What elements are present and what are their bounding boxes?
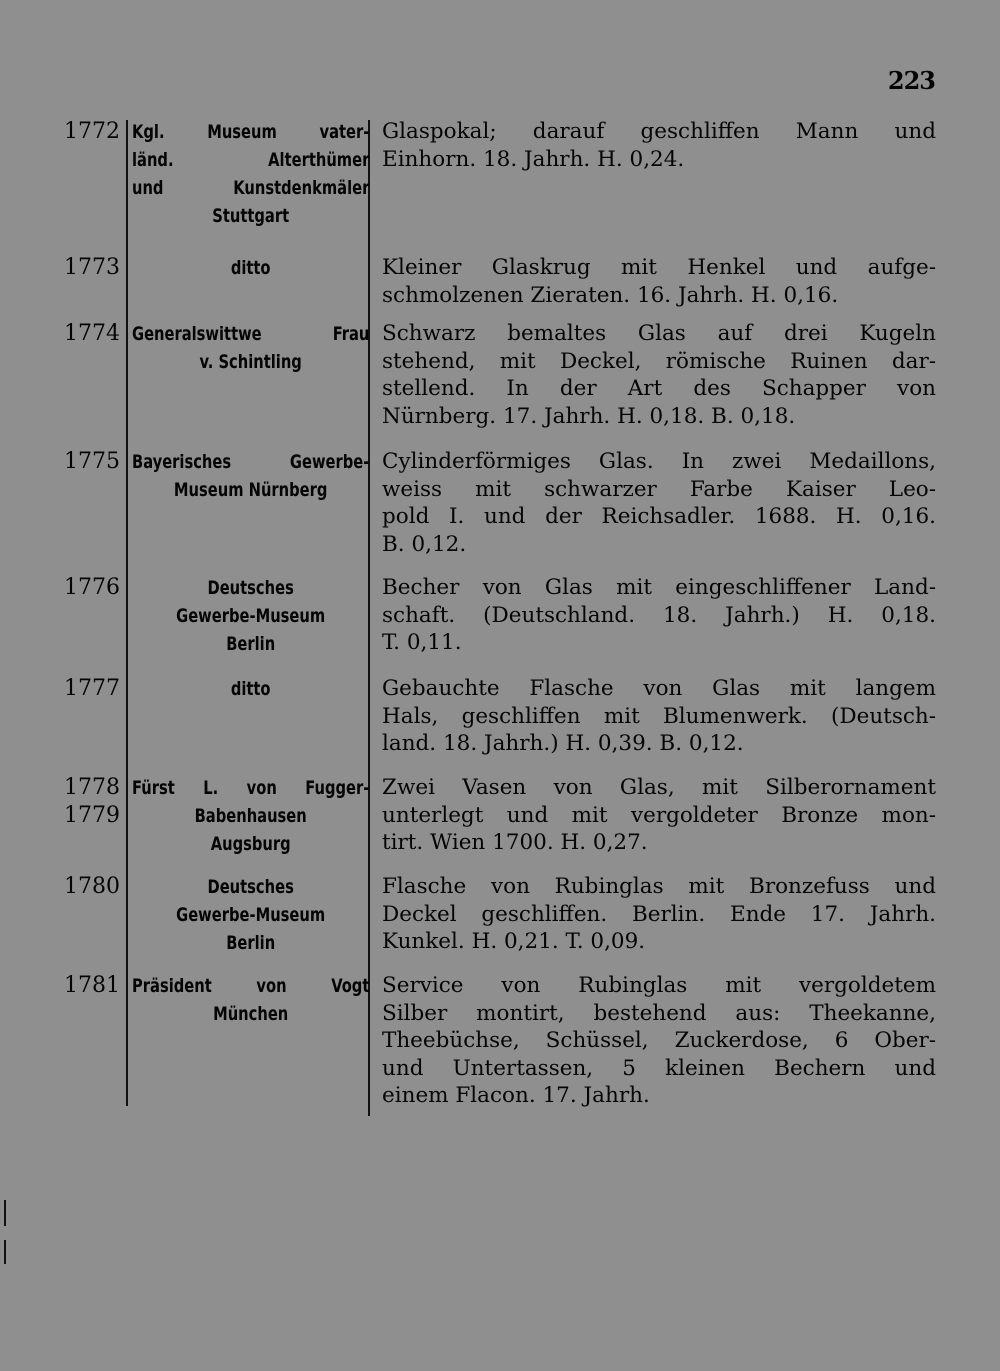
description-line: Becher von Glas mit eingeschliffener Land- bbox=[382, 575, 936, 600]
description-line: land. 18. Jahrh.) H. 0,39. B. 0,12. bbox=[382, 731, 744, 756]
description-line: Zwei Vasen von Glas, mit Silberornament bbox=[382, 775, 936, 800]
description-line: Silber montirt, bestehend aus: Theekanne, bbox=[382, 1000, 936, 1026]
entry-number bbox=[54, 320, 120, 348]
entry-number-line: 1773 bbox=[64, 255, 120, 280]
entry-number-line: 1776 bbox=[64, 575, 120, 600]
margin-mark bbox=[4, 1200, 6, 1226]
entry-owner bbox=[132, 448, 369, 504]
description-line: Service von Rubinglas mit vergoldetem bbox=[382, 973, 936, 998]
entry-number-line: 1779 bbox=[64, 803, 120, 828]
entry-owner bbox=[132, 873, 369, 957]
description-line: Kunkel. H. 0,21. T. 0,09. bbox=[382, 929, 646, 954]
description-line: Deckel geschliffen. Berlin. Ende 17. Jahrh. bbox=[382, 901, 936, 927]
entry-owner bbox=[132, 118, 369, 230]
entry-number-line: 1774 bbox=[64, 321, 120, 346]
description-line: Glaspokal; darauf geschliffen Mann und bbox=[382, 119, 936, 144]
entry-number bbox=[54, 972, 120, 1000]
entry-number bbox=[54, 574, 120, 602]
entry-number-line: 1777 bbox=[64, 676, 120, 701]
description-line: Schwarz bemaltes Glas auf drei Kugeln bbox=[382, 321, 936, 346]
entry-description bbox=[382, 254, 936, 309]
entry-description bbox=[382, 448, 936, 558]
owner-line: Bayerisches Gewerbe- bbox=[132, 451, 370, 473]
entry-owner bbox=[132, 675, 369, 703]
owner-line: ditto bbox=[230, 678, 271, 700]
entry-owner bbox=[132, 320, 369, 376]
entry-number-line: 1781 bbox=[64, 973, 120, 998]
description-line: B. 0,12. bbox=[382, 531, 467, 557]
description-line: T. 0,11. bbox=[382, 630, 462, 655]
description-line: Gebauchte Flasche von Glas mit langem bbox=[382, 676, 936, 701]
entry-number bbox=[54, 118, 120, 146]
entry-description bbox=[382, 774, 936, 857]
owner-line: v. Schintling bbox=[199, 351, 302, 373]
owner-line: Stuttgart bbox=[212, 205, 290, 227]
entry-number-line: 1772 bbox=[64, 119, 120, 144]
entry-number-line: 1778 bbox=[64, 775, 120, 800]
description-line: Flasche von Rubinglas mit Bronzefuss und bbox=[382, 874, 936, 899]
owner-line: Generalswittwe Frau bbox=[132, 323, 370, 345]
owner-line: München bbox=[213, 1003, 289, 1025]
description-line: schmolzenen Zieraten. 16. Jahrh. H. 0,16. bbox=[382, 282, 839, 308]
description-line: Cylinderförmiges Glas. In zwei Medaillons, bbox=[382, 449, 936, 474]
description-line: stellend. In der Art des Schapper von bbox=[382, 376, 936, 401]
owner-line: Deutsches bbox=[207, 577, 294, 599]
description-line: tirt. Wien 1700. H. 0,27. bbox=[382, 830, 648, 855]
description-line: Theebüchse, Schüssel, Zuckerdose, 6 Ober- bbox=[382, 1028, 936, 1053]
description-line: Kleiner Glaskrug mit Henkel und aufge- bbox=[382, 255, 936, 280]
description-line: einem Flacon. 17. Jahrh. bbox=[382, 1083, 650, 1108]
entry-number-line: 1780 bbox=[64, 874, 120, 899]
owner-line: Babenhausen bbox=[194, 805, 307, 827]
owner-line: und Kunstdenkmäler bbox=[132, 177, 370, 199]
entry-owner bbox=[132, 574, 369, 658]
entry-owner bbox=[132, 972, 369, 1028]
margin-mark bbox=[4, 1240, 6, 1264]
description-line: schaft. (Deutschland. 18. Jahrh.) H. 0,18. bbox=[382, 602, 936, 628]
description-line: stehend, mit Deckel, römische Ruinen dar- bbox=[382, 348, 936, 374]
description-line: Nürnberg. 17. Jahrh. H. 0,18. B. 0,18. bbox=[382, 403, 796, 429]
page-number: 223 bbox=[887, 66, 935, 95]
entry-number bbox=[54, 675, 120, 703]
owner-line: Museum Nürnberg bbox=[173, 479, 328, 501]
entry-number bbox=[54, 774, 120, 830]
owner-line: Präsident von Vogt bbox=[132, 975, 370, 997]
owner-line: Kgl. Museum vater- bbox=[132, 121, 370, 143]
entry-description bbox=[382, 972, 936, 1110]
owner-line: Berlin bbox=[226, 633, 276, 655]
description-line: Hals, geschliffen mit Blumenwerk. (Deutsch- bbox=[382, 703, 936, 729]
entry-number bbox=[54, 254, 120, 282]
entry-description bbox=[382, 873, 936, 956]
column-rule-left bbox=[126, 120, 128, 1106]
entry-owner bbox=[132, 774, 369, 858]
description-line: pold I. und der Reichsadler. 1688. H. 0,16. bbox=[382, 504, 936, 529]
owner-line: Berlin bbox=[226, 932, 276, 954]
owner-line: Fürst L. von Fugger- bbox=[132, 777, 370, 799]
description-line: weiss mit schwarzer Farbe Kaiser Leo- bbox=[382, 476, 936, 502]
entry-description bbox=[382, 118, 936, 173]
description-line: unterlegt und mit vergoldeter Bronze mon- bbox=[382, 802, 936, 828]
description-line: Einhorn. 18. Jahrh. H. 0,24. bbox=[382, 146, 685, 172]
entry-number-line: 1775 bbox=[64, 449, 120, 474]
owner-line: Gewerbe-Museum bbox=[176, 904, 326, 926]
entry-description bbox=[382, 675, 936, 758]
owner-line: Deutsches bbox=[207, 876, 294, 898]
entry-owner bbox=[132, 254, 369, 282]
owner-line: Gewerbe-Museum bbox=[176, 605, 326, 627]
owner-line: Augsburg bbox=[210, 833, 291, 855]
entry-number bbox=[54, 448, 120, 476]
description-line: und Untertassen, 5 kleinen Bechern und bbox=[382, 1055, 936, 1081]
owner-line: länd. Alterthümer bbox=[132, 149, 370, 171]
entry-description bbox=[382, 574, 936, 657]
entry-description bbox=[382, 320, 936, 430]
owner-line: ditto bbox=[230, 257, 271, 279]
entry-number bbox=[54, 873, 120, 901]
